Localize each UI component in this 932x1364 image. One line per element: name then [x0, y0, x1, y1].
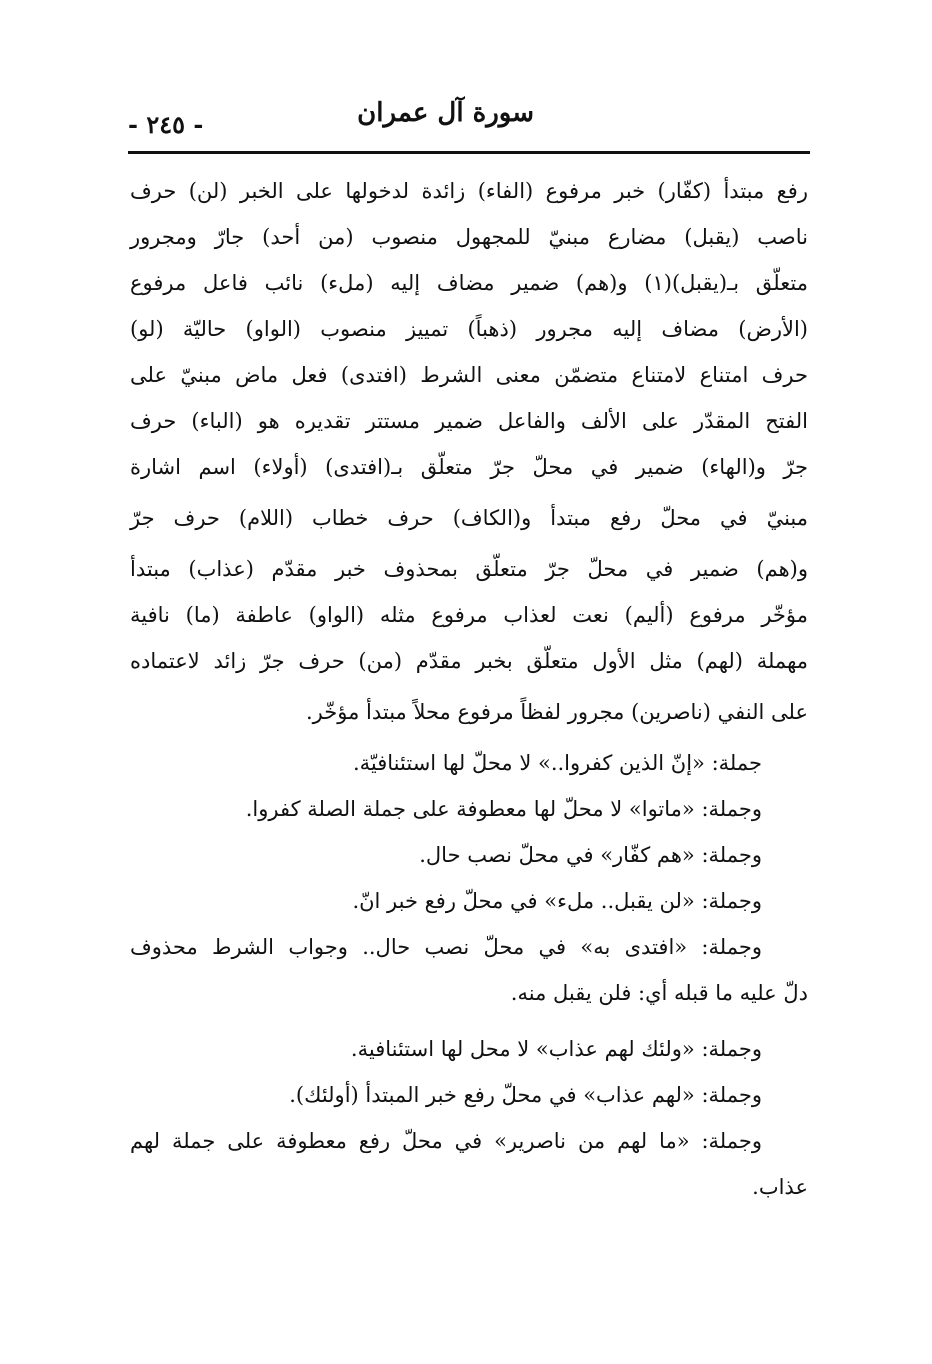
text-line: مؤخّر مرفوع (أليم) نعت لعذاب مرفوع مثله (الواو) عاطفة (ما) نافية: [130, 603, 808, 627]
text-line: مهملة (لهم) مثل الأول متعلّق بخبر مقدّم (من) حرف جرّ زائد لاعتماده: [130, 649, 808, 673]
text-line: ناصب (يقبل) مضارع مبنيّ للمجهول منصوب (من أحد) جارّ ومجرور: [130, 225, 808, 249]
text-line: الفتح المقدّر على الألف والفاعل ضمير مستتر تقديره هو (الباء) حرف: [130, 409, 808, 433]
sentence-line: وجملة: «ولئك لهم عذاب» لا محل لها استئنافية.: [350, 1037, 762, 1061]
sentence-line: وجملة: «ما لهم من ناصرير» في محلّ رفع معطوفة على جملة لهم: [130, 1129, 762, 1153]
text-line: (الأرض) مضاف إليه مجرور (ذهباً) تمييز منصوب (الواو) حاليّة (لو): [130, 317, 808, 341]
text-line: و(هم) ضمير في محلّ جرّ متعلّق بمحذوف خبر مقدّم (عذاب) مبتدأ: [130, 557, 808, 581]
sentence-line: وجملة: «هم كفّار» في محلّ نصب حال.: [419, 843, 762, 867]
text-line: مبنيّ في محلّ رفع مبتدأ و(الكاف) حرف خطاب (اللام) حرف جرّ: [130, 506, 808, 530]
sentence-line: وجملة: «ماتوا» لا محلّ لها معطوفة على جملة الصلة كفروا.: [245, 797, 762, 821]
sentence-line: وجملة: «لن يقبل.. ملء» في محلّ رفع خبر انّ.: [352, 889, 762, 913]
page-number: - ٢٤٥ -: [128, 110, 204, 139]
body-text: [130, 168, 808, 1210]
sentence-line: دلّ عليه ما قبله أي: فلن يقبل منه.: [510, 981, 808, 1005]
text-line: متعلّق بـ(يقبل)(١) و(هم) ضمير مضاف إليه (ملء) نائب فاعل مرفوع: [130, 271, 808, 295]
text-line: رفع مبتدأ (كفّار) خبر مرفوع (الفاء) زائدة لدخولها على الخبر (لن) حرف: [130, 179, 808, 203]
sentence-line: جملة: «إنّ الذين كفروا..» لا محلّ لها استئنافيّة.: [352, 751, 762, 775]
text-line: جرّ و(الهاء) ضمير في محلّ جرّ متعلّق بـ(افتدى) (أولاء) اسم اشارة: [130, 455, 808, 479]
page-title: سورة آل عمران: [357, 98, 534, 128]
text-line: حرف امتناع لامتناع متضمّن معنى الشرط (افتدى) فعل ماض مبنيّ على: [130, 363, 808, 387]
sentence-line: عذاب.: [752, 1175, 808, 1199]
text-line: على النفي (ناصرين) مجرور لفظاً مرفوع محلاً مبتدأ مؤخّر.: [306, 700, 808, 724]
spacer: [130, 1016, 808, 1026]
header-rule: [128, 151, 810, 154]
sentence-line: وجملة: «افتدى به» في محلّ نصب حال.. وجواب الشرط محذوف: [130, 935, 762, 959]
page-header: [128, 92, 810, 140]
sentence-line: وجملة: «لهم عذاب» في محلّ رفع خبر المبتدأ (أولئك).: [289, 1083, 762, 1107]
